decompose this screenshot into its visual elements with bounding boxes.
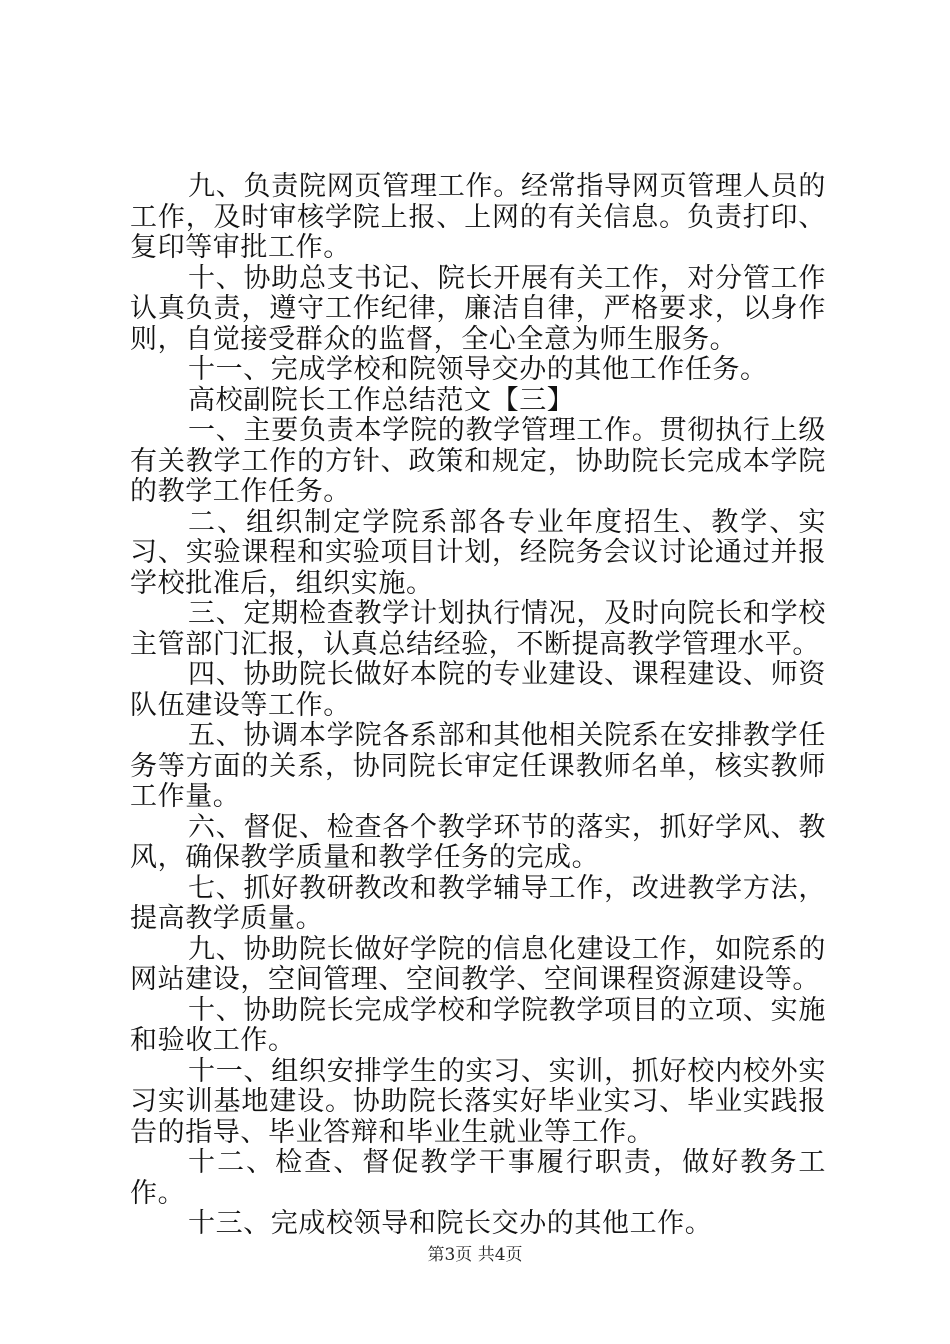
paragraph-item-10: 十、协助院长完成学校和学院教学项目的立项、实施和验收工作。 bbox=[130, 994, 826, 1056]
paragraph-duty-11-other: 十一、完成学校和院领导交办的其他工作任务。 bbox=[188, 354, 768, 385]
document-body bbox=[130, 172, 826, 1240]
paragraph-item-6: 六、督促、检查各个教学环节的落实，抓好学风、教风，确保教学质量和教学任务的完成。 bbox=[130, 811, 826, 873]
paragraph-item-4: 四、协助院长做好本院的专业建设、课程建设、师资队伍建设等工作。 bbox=[130, 659, 826, 721]
paragraph-item-2: 二、组织制定学院系部各专业年度招生、教学、实习、实验课程和实验项目计划，经院务会议讨论通过并报学校批准后，组织实施。 bbox=[130, 506, 826, 599]
paragraph-item-13: 十三、完成校领导和院长交办的其他工作。 bbox=[188, 1208, 713, 1239]
paragraph-item-9: 九、协助院长做好学院的信息化建设工作，如院系的网站建设，空间管理、空间教学、空间课程资源建设等。 bbox=[130, 933, 826, 995]
paragraph-item-12: 十二、检查、督促教学干事履行职责，做好教务工作。 bbox=[130, 1147, 826, 1209]
section-heading-3: 高校副院长工作总结范文【三】 bbox=[188, 384, 575, 416]
page-footer bbox=[0, 1245, 950, 1265]
paragraph-item-5: 五、协调本学院各系部和其他相关院系在安排教学任务等方面的关系，协同院长审定任课教师名单，核实教师工作量。 bbox=[130, 720, 826, 812]
paragraph-item-1: 一、主要负责本学院的教学管理工作。贯彻执行上级有关教学工作的方针、政策和规定，协助院长完成本学院的教学工作任务。 bbox=[130, 415, 826, 507]
page-number-label: 第3页 共4页 bbox=[427, 1245, 523, 1265]
paragraph-item-3: 三、定期检查教学计划执行情况，及时向院长和学校主管部门汇报，认真总结经验，不断提高教学管理水平。 bbox=[130, 598, 826, 660]
paragraph-duty-10-assist: 十、协助总支书记、院长开展有关工作，对分管工作认真负责，遵守工作纪律，廉洁自律，严格要求，以身作则，自觉接受群众的监督，全心全意为师生服务。 bbox=[130, 262, 826, 355]
paragraph-item-7: 七、抓好教研教改和教学辅导工作，改进教学方法，提高教学质量。 bbox=[130, 872, 826, 934]
paragraph-duty-9-web: 九、负责院网页管理工作。经常指导网页管理人员的工作，及时审核学院上报、上网的有关信息。负责打印、复印等审批工作。 bbox=[130, 171, 826, 263]
paragraph-item-11: 十一、组织安排学生的实习、实训，抓好校内校外实习实训基地建设。协助院长落实好毕业实习、毕业实践报告的指导、毕业答辩和毕业生就业等工作。 bbox=[130, 1055, 826, 1148]
